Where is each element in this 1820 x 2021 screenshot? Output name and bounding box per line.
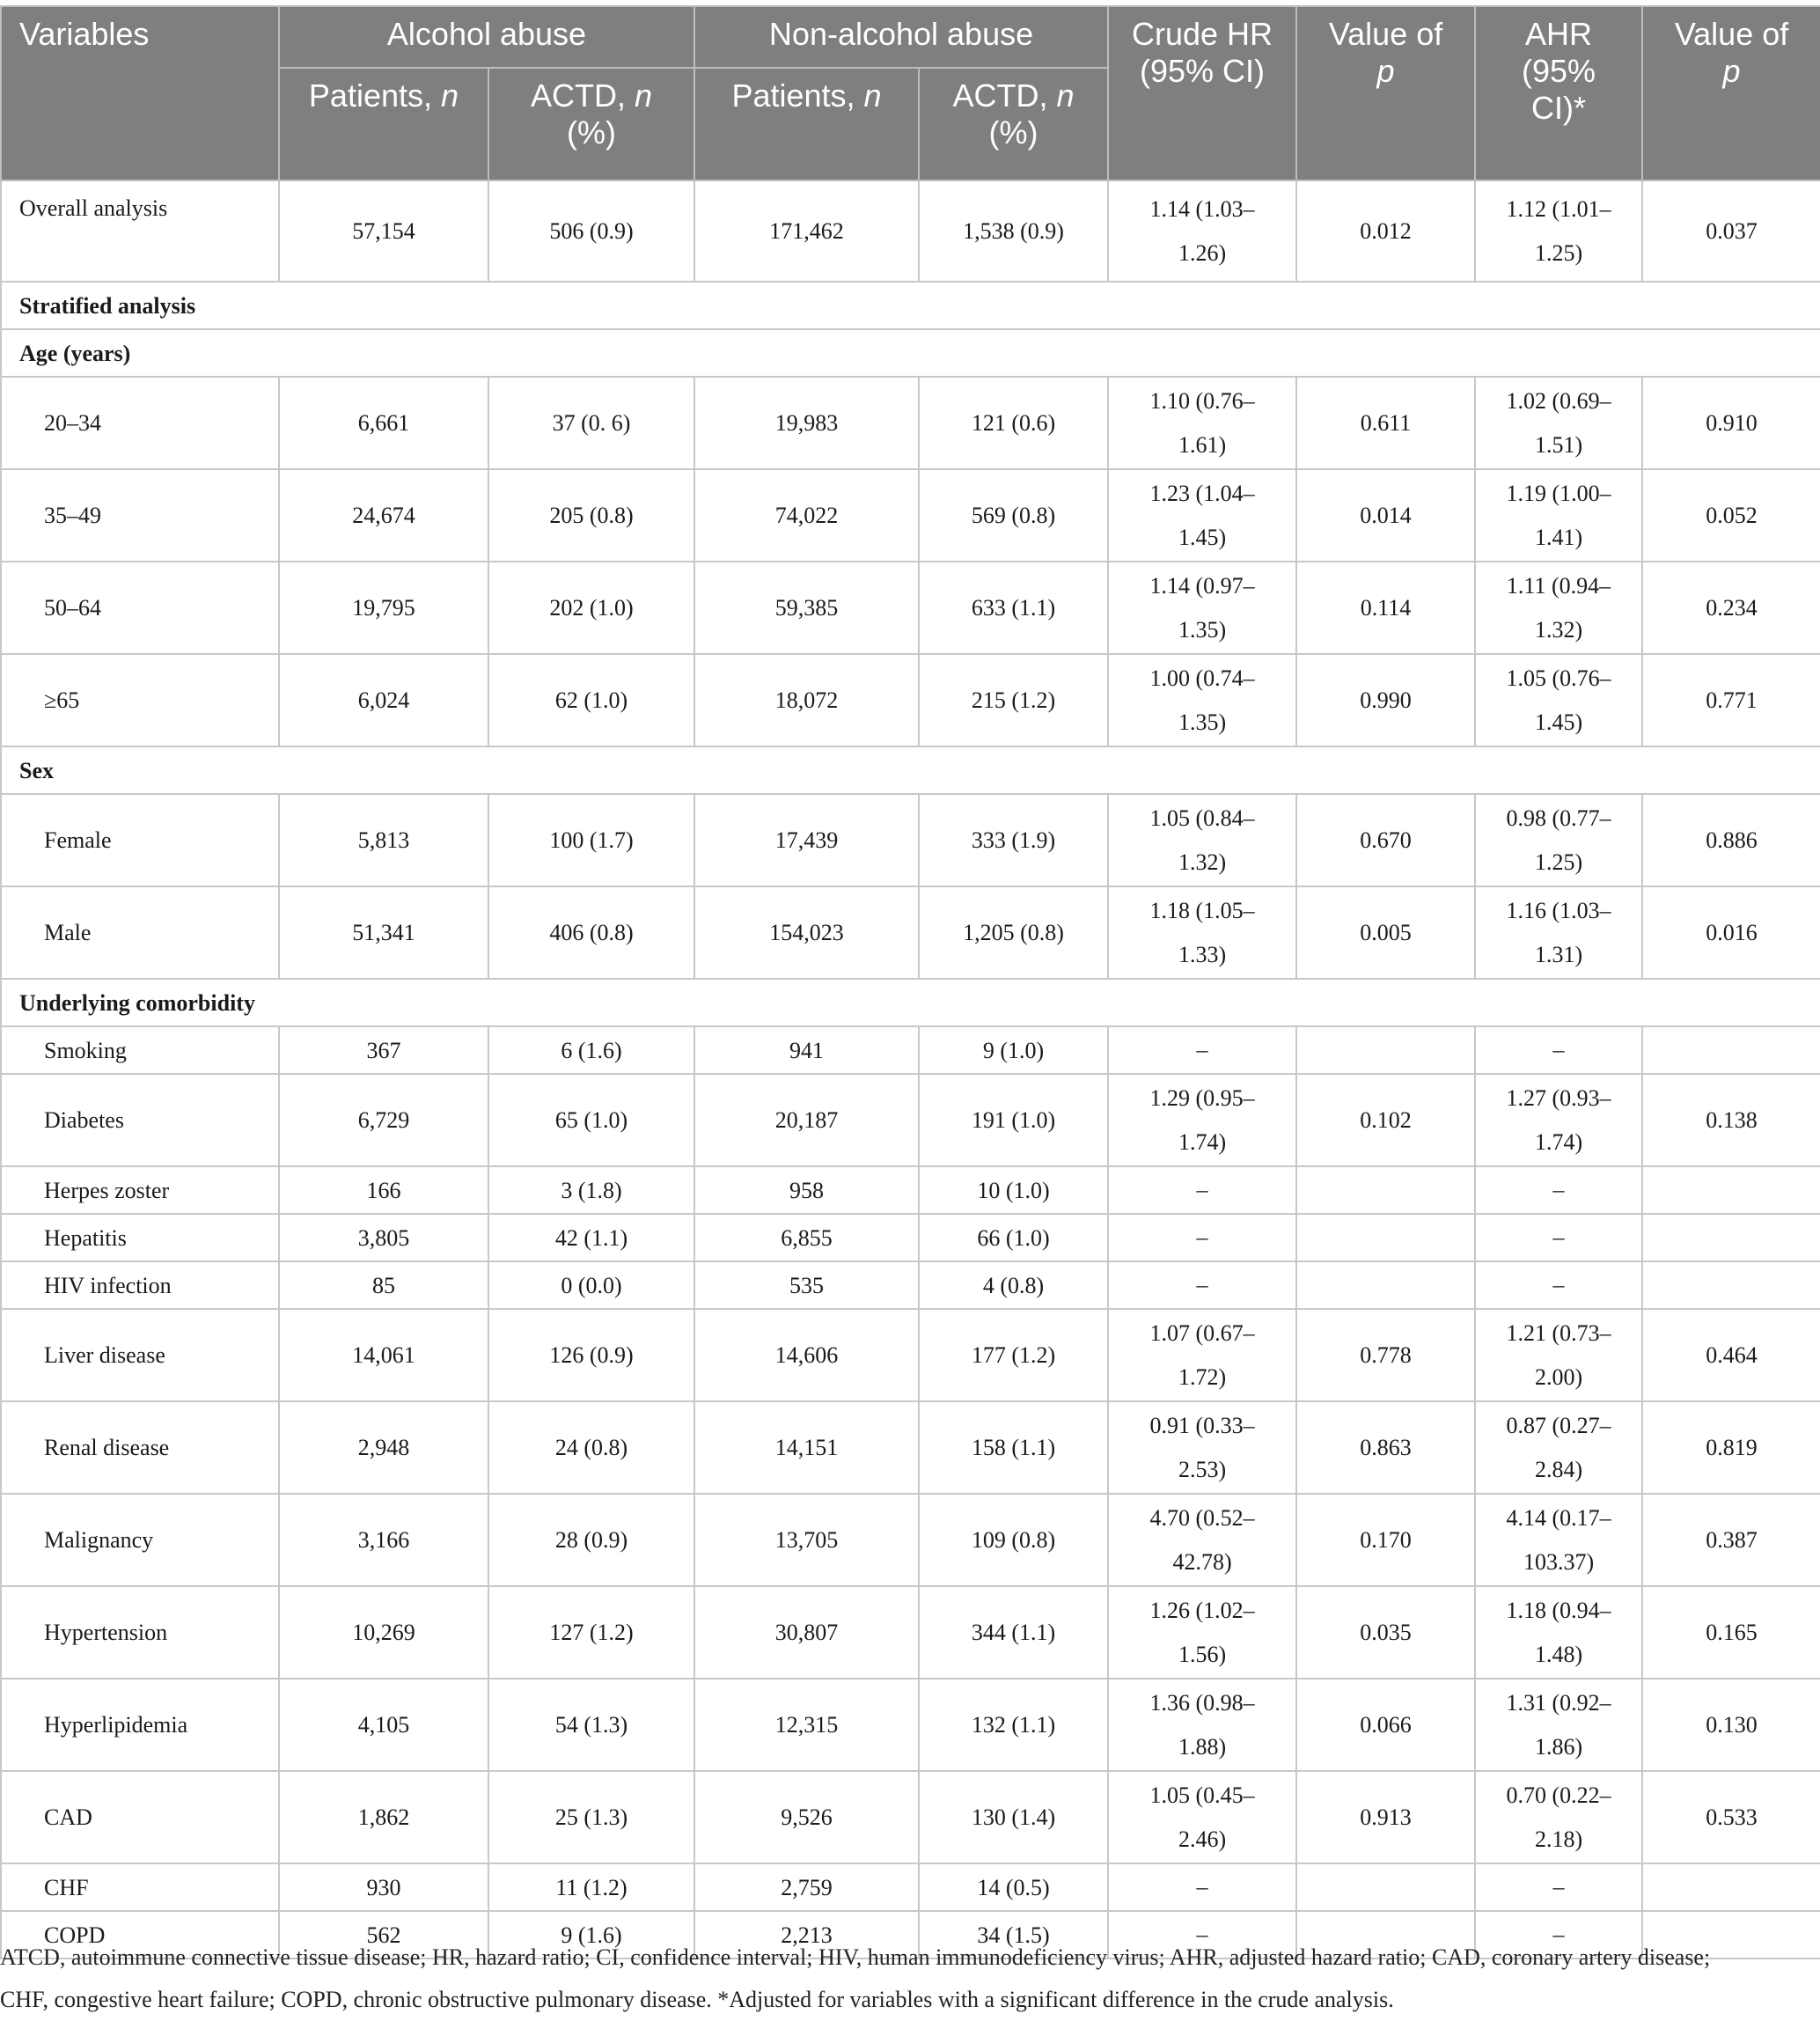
cell-n-actd: 191 (1.0) (919, 1074, 1108, 1166)
cell-p-adjusted (1642, 1214, 1820, 1261)
section-sex (1, 746, 1820, 794)
cell-p-crude: 0.014 (1296, 469, 1475, 562)
cell-crude-hr: – (1108, 1863, 1296, 1911)
cell-a-actd: 3 (1.8) (488, 1166, 694, 1214)
cell-p-adjusted: 0.819 (1642, 1401, 1820, 1494)
cell-ahr: – (1475, 1026, 1642, 1074)
cell-a-pat: 51,341 (279, 886, 488, 979)
row-label: 35–49 (1, 469, 279, 562)
row-label: Renal disease (1, 1401, 279, 1494)
cell-n-actd: 344 (1.1) (919, 1586, 1108, 1679)
cell-p-crude: 0.778 (1296, 1309, 1475, 1401)
row-label: Hepatitis (1, 1214, 279, 1261)
cell-crude-hr: 1.14 (0.97– 1.35) (1108, 562, 1296, 654)
cell-a-pat: 19,795 (279, 562, 488, 654)
cell-n-actd: 158 (1.1) (919, 1401, 1108, 1494)
cell-n-pat: 74,022 (694, 469, 919, 562)
cell-n-pat: 154,023 (694, 886, 919, 979)
cell-ahr: – (1475, 1214, 1642, 1261)
table-row (1, 1214, 1820, 1261)
row-label: Herpes zoster (1, 1166, 279, 1214)
header-alcohol-abuse: Alcohol abuse (279, 6, 694, 68)
cell-a-actd: 11 (1.2) (488, 1863, 694, 1911)
header-patients-alcohol: Patients, n (279, 68, 488, 180)
cell-p-crude (1296, 1026, 1475, 1074)
header-actd-alcohol: ACTD, n (%) (488, 68, 694, 180)
cell-a-pat: 562 (279, 1911, 488, 1959)
cell-a-pat: 6,661 (279, 377, 488, 469)
table-row (1, 562, 1820, 654)
cell-a-pat: 1,862 (279, 1771, 488, 1863)
cell-n-actd: 177 (1.2) (919, 1309, 1108, 1401)
table-row (1, 886, 1820, 979)
row-label: Female (1, 794, 279, 886)
cell-crude-hr: – (1108, 1166, 1296, 1214)
table-body (1, 180, 1820, 1959)
cell-p-adjusted: 0.138 (1642, 1074, 1820, 1166)
cell-p-crude: 0.114 (1296, 562, 1475, 654)
cell-p-adjusted: 0.771 (1642, 654, 1820, 746)
row-label: Overall analysis (1, 180, 279, 282)
cell-ahr: 0.70 (0.22– 2.18) (1475, 1771, 1642, 1863)
section-stratified (1, 282, 1820, 329)
table-row (1, 377, 1820, 469)
cell-n-pat: 17,439 (694, 794, 919, 886)
cell-ahr: 1.16 (1.03– 1.31) (1475, 886, 1642, 979)
cell-crude-hr: 1.14 (1.03– 1.26) (1108, 180, 1296, 282)
cell-p-adjusted (1642, 1026, 1820, 1074)
cell-a-pat: 85 (279, 1261, 488, 1309)
cell-a-actd: 42 (1.1) (488, 1214, 694, 1261)
results-table (0, 5, 1820, 1959)
cell-p-adjusted: 0.464 (1642, 1309, 1820, 1401)
cell-n-pat: 958 (694, 1166, 919, 1214)
cell-ahr: 4.14 (0.17– 103.37) (1475, 1494, 1642, 1586)
row-label: 20–34 (1, 377, 279, 469)
cell-a-actd: 6 (1.6) (488, 1026, 694, 1074)
row-label: HIV infection (1, 1261, 279, 1309)
cell-p-crude: 0.670 (1296, 794, 1475, 886)
table-row (1, 1309, 1820, 1401)
cell-a-actd: 406 (0.8) (488, 886, 694, 979)
cell-ahr: 1.02 (0.69– 1.51) (1475, 377, 1642, 469)
table-row (1, 794, 1820, 886)
cell-crude-hr: – (1108, 1214, 1296, 1261)
cell-a-actd: 54 (1.3) (488, 1679, 694, 1771)
cell-crude-hr: 1.05 (0.45– 2.46) (1108, 1771, 1296, 1863)
cell-a-pat: 3,166 (279, 1494, 488, 1586)
cell-n-actd: 109 (0.8) (919, 1494, 1108, 1586)
cell-n-actd: 121 (0.6) (919, 377, 1108, 469)
row-label: Malignancy (1, 1494, 279, 1586)
table-row (1, 1586, 1820, 1679)
cell-ahr: – (1475, 1261, 1642, 1309)
cell-ahr: 1.31 (0.92– 1.86) (1475, 1679, 1642, 1771)
row-label: CAD (1, 1771, 279, 1863)
cell-n-actd: 14 (0.5) (919, 1863, 1108, 1911)
cell-p-crude (1296, 1261, 1475, 1309)
table-footnote (0, 1936, 1804, 2021)
cell-crude-hr: 1.07 (0.67– 1.72) (1108, 1309, 1296, 1401)
cell-ahr: 1.12 (1.01– 1.25) (1475, 180, 1642, 282)
cell-ahr: 0.87 (0.27– 2.84) (1475, 1401, 1642, 1494)
table-row (1, 1401, 1820, 1494)
header-crude-hr: Crude HR (95% CI) (1108, 6, 1296, 180)
cell-p-adjusted: 0.886 (1642, 794, 1820, 886)
cell-n-pat: 171,462 (694, 180, 919, 282)
cell-n-actd: 1,538 (0.9) (919, 180, 1108, 282)
table-row (1, 469, 1820, 562)
row-label: 50–64 (1, 562, 279, 654)
cell-crude-hr: – (1108, 1911, 1296, 1959)
cell-a-actd: 100 (1.7) (488, 794, 694, 886)
table-row (1, 1494, 1820, 1586)
cell-n-pat: 14,606 (694, 1309, 919, 1401)
cell-a-pat: 5,813 (279, 794, 488, 886)
cell-p-adjusted: 0.234 (1642, 562, 1820, 654)
cell-n-actd: 215 (1.2) (919, 654, 1108, 746)
section-comorbidity-label: Underlying comorbidity (1, 979, 1820, 1026)
cell-a-pat: 24,674 (279, 469, 488, 562)
cell-a-actd: 0 (0.0) (488, 1261, 694, 1309)
table-row (1, 1166, 1820, 1214)
cell-p-crude: 0.611 (1296, 377, 1475, 469)
cell-p-crude: 0.012 (1296, 180, 1475, 282)
cell-a-actd: 205 (0.8) (488, 469, 694, 562)
cell-p-adjusted: 0.037 (1642, 180, 1820, 282)
cell-p-crude (1296, 1863, 1475, 1911)
cell-n-actd: 333 (1.9) (919, 794, 1108, 886)
table-row (1, 1261, 1820, 1309)
table-row (1, 1026, 1820, 1074)
cell-a-actd: 37 (0. 6) (488, 377, 694, 469)
row-label: Hyperlipidemia (1, 1679, 279, 1771)
section-comorbidity (1, 979, 1820, 1026)
cell-a-actd: 127 (1.2) (488, 1586, 694, 1679)
cell-a-actd: 202 (1.0) (488, 562, 694, 654)
cell-n-actd: 130 (1.4) (919, 1771, 1108, 1863)
cell-ahr: 1.21 (0.73– 2.00) (1475, 1309, 1642, 1401)
header-variables: Variables (1, 6, 279, 180)
cell-a-actd: 9 (1.6) (488, 1911, 694, 1959)
cell-p-adjusted: 0.910 (1642, 377, 1820, 469)
header-actd-non-alcohol: ACTD, n (%) (919, 68, 1108, 180)
cell-n-actd: 633 (1.1) (919, 562, 1108, 654)
cell-n-pat: 6,855 (694, 1214, 919, 1261)
table-row (1, 180, 1820, 282)
cell-n-pat: 30,807 (694, 1586, 919, 1679)
cell-p-adjusted: 0.387 (1642, 1494, 1820, 1586)
cell-crude-hr: 4.70 (0.52– 42.78) (1108, 1494, 1296, 1586)
cell-p-crude: 0.102 (1296, 1074, 1475, 1166)
cell-crude-hr: 1.26 (1.02– 1.56) (1108, 1586, 1296, 1679)
cell-p-adjusted (1642, 1863, 1820, 1911)
row-label: CHF (1, 1863, 279, 1911)
cell-crude-hr: – (1108, 1026, 1296, 1074)
cell-n-pat: 2,213 (694, 1911, 919, 1959)
cell-a-pat: 14,061 (279, 1309, 488, 1401)
cell-crude-hr: 1.05 (0.84– 1.32) (1108, 794, 1296, 886)
cell-a-actd: 126 (0.9) (488, 1309, 694, 1401)
cell-a-actd: 65 (1.0) (488, 1074, 694, 1166)
cell-a-pat: 4,105 (279, 1679, 488, 1771)
cell-p-crude (1296, 1166, 1475, 1214)
table-row (1, 1771, 1820, 1863)
cell-ahr: 1.18 (0.94– 1.48) (1475, 1586, 1642, 1679)
table-row (1, 1679, 1820, 1771)
row-label: ≥65 (1, 654, 279, 746)
cell-ahr: – (1475, 1166, 1642, 1214)
cell-p-crude (1296, 1214, 1475, 1261)
cell-a-pat: 930 (279, 1863, 488, 1911)
cell-p-crude: 0.035 (1296, 1586, 1475, 1679)
cell-crude-hr: – (1108, 1261, 1296, 1309)
cell-p-crude: 0.066 (1296, 1679, 1475, 1771)
cell-n-pat: 9,526 (694, 1771, 919, 1863)
cell-ahr: 1.27 (0.93– 1.74) (1475, 1074, 1642, 1166)
cell-crude-hr: 1.10 (0.76– 1.61) (1108, 377, 1296, 469)
cell-p-adjusted: 0.165 (1642, 1586, 1820, 1679)
cell-p-crude: 0.863 (1296, 1401, 1475, 1494)
cell-ahr: – (1475, 1911, 1642, 1959)
table-row (1, 1863, 1820, 1911)
cell-n-pat: 535 (694, 1261, 919, 1309)
cell-p-crude: 0.170 (1296, 1494, 1475, 1586)
cell-n-actd: 66 (1.0) (919, 1214, 1108, 1261)
row-label: Hypertension (1, 1586, 279, 1679)
cell-ahr: 1.19 (1.00– 1.41) (1475, 469, 1642, 562)
cell-n-actd: 132 (1.1) (919, 1679, 1108, 1771)
cell-n-pat: 13,705 (694, 1494, 919, 1586)
cell-n-pat: 59,385 (694, 562, 919, 654)
cell-n-actd: 10 (1.0) (919, 1166, 1108, 1214)
cell-a-pat: 3,805 (279, 1214, 488, 1261)
cell-p-adjusted: 0.052 (1642, 469, 1820, 562)
cell-crude-hr: 0.91 (0.33– 2.53) (1108, 1401, 1296, 1494)
cell-a-pat: 10,269 (279, 1586, 488, 1679)
cell-crude-hr: 1.23 (1.04– 1.45) (1108, 469, 1296, 562)
table-header (1, 6, 1820, 180)
cell-n-actd: 34 (1.5) (919, 1911, 1108, 1959)
cell-n-pat: 2,759 (694, 1863, 919, 1911)
cell-p-crude: 0.005 (1296, 886, 1475, 979)
cell-a-pat: 2,948 (279, 1401, 488, 1494)
cell-p-adjusted (1642, 1261, 1820, 1309)
cell-p-adjusted: 0.016 (1642, 886, 1820, 979)
cell-ahr: 0.98 (0.77– 1.25) (1475, 794, 1642, 886)
cell-n-actd: 1,205 (0.8) (919, 886, 1108, 979)
cell-a-pat: 57,154 (279, 180, 488, 282)
cell-n-actd: 4 (0.8) (919, 1261, 1108, 1309)
cell-p-adjusted (1642, 1166, 1820, 1214)
table-row (1, 654, 1820, 746)
cell-a-actd: 24 (0.8) (488, 1401, 694, 1494)
header-ahr: AHR (95% CI)* (1475, 6, 1642, 180)
cell-a-actd: 62 (1.0) (488, 654, 694, 746)
header-patients-non-alcohol: Patients, n (694, 68, 919, 180)
cell-n-pat: 18,072 (694, 654, 919, 746)
cell-p-crude: 0.990 (1296, 654, 1475, 746)
cell-crude-hr: 1.00 (0.74– 1.35) (1108, 654, 1296, 746)
cell-a-pat: 6,024 (279, 654, 488, 746)
row-label: COPD (1, 1911, 279, 1959)
header-value-of-p-2: Value of p (1642, 6, 1820, 180)
cell-ahr: 1.11 (0.94– 1.32) (1475, 562, 1642, 654)
cell-ahr: 1.05 (0.76– 1.45) (1475, 654, 1642, 746)
cell-p-adjusted: 0.533 (1642, 1771, 1820, 1863)
footnote-line-1: ATCD, autoimmune connective tissue disease; HR, hazard ratio; CI, confidence interval; HIV, human immunodeficiency virus; AHR, adjusted hazard ratio; CAD, coronary artery disease; (0, 1944, 1711, 1970)
cell-a-actd: 25 (1.3) (488, 1771, 694, 1863)
cell-n-actd: 569 (0.8) (919, 469, 1108, 562)
cell-n-pat: 941 (694, 1026, 919, 1074)
cell-a-pat: 6,729 (279, 1074, 488, 1166)
section-stratified-label: Stratified analysis (1, 282, 1820, 329)
header-value-of-p-1: Value of p (1296, 6, 1475, 180)
cell-p-crude: 0.913 (1296, 1771, 1475, 1863)
section-age-label: Age (years) (1, 329, 1820, 377)
row-label: Diabetes (1, 1074, 279, 1166)
cell-a-actd: 506 (0.9) (488, 180, 694, 282)
cell-n-pat: 19,983 (694, 377, 919, 469)
row-label: Liver disease (1, 1309, 279, 1401)
row-label: Male (1, 886, 279, 979)
cell-a-pat: 367 (279, 1026, 488, 1074)
header-non-alcohol-abuse: Non-alcohol abuse (694, 6, 1108, 68)
section-age (1, 329, 1820, 377)
cell-n-actd: 9 (1.0) (919, 1026, 1108, 1074)
cell-n-pat: 20,187 (694, 1074, 919, 1166)
cell-a-pat: 166 (279, 1166, 488, 1214)
cell-n-pat: 12,315 (694, 1679, 919, 1771)
table-row (1, 1074, 1820, 1166)
cell-n-pat: 14,151 (694, 1401, 919, 1494)
cell-a-actd: 28 (0.9) (488, 1494, 694, 1586)
cell-crude-hr: 1.18 (1.05– 1.33) (1108, 886, 1296, 979)
row-label: Smoking (1, 1026, 279, 1074)
section-sex-label: Sex (1, 746, 1820, 794)
cell-crude-hr: 1.29 (0.95– 1.74) (1108, 1074, 1296, 1166)
cell-crude-hr: 1.36 (0.98– 1.88) (1108, 1679, 1296, 1771)
cell-ahr: – (1475, 1863, 1642, 1911)
cell-p-adjusted: 0.130 (1642, 1679, 1820, 1771)
footnote-line-2: CHF, congestive heart failure; COPD, chronic obstructive pulmonary disease. *Adjusted for variables with a significant difference in the crude analysis. (0, 1987, 1394, 2012)
